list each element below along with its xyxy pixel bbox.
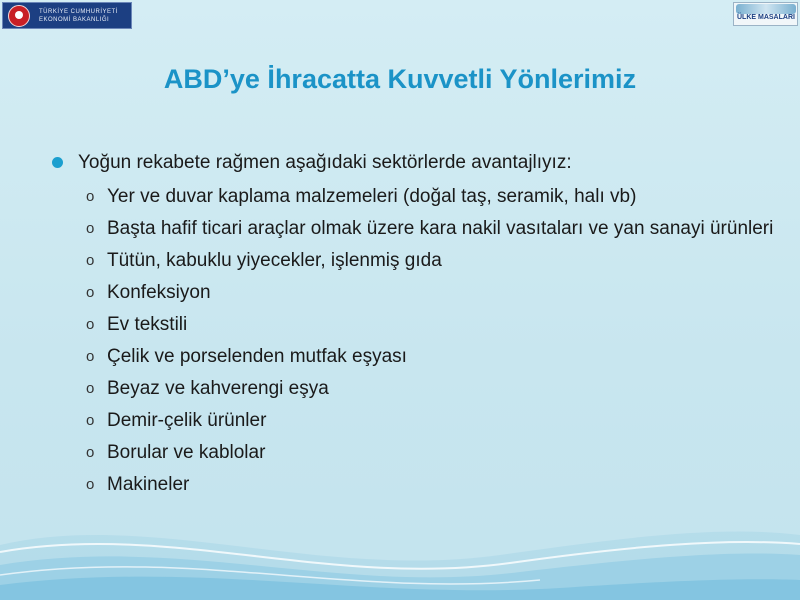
ministry-logo <box>2 2 132 29</box>
decorative-wave <box>0 500 800 600</box>
list-item <box>86 280 786 305</box>
list-item <box>86 440 786 465</box>
sub-bullet-marker: o <box>86 412 95 429</box>
list-item <box>86 408 786 433</box>
list-item-text: Başta hafif ticari araçlar olmak üzere kara nakil vasıtaları ve yan sanayi ürünleri <box>107 218 774 239</box>
list-item <box>86 248 786 273</box>
list-item <box>86 312 786 337</box>
list-item-text: Tütün, kabuklu yiyecekler, işlenmiş gıda <box>107 250 442 271</box>
list-item <box>86 216 786 241</box>
list-item-text: Konfeksiyon <box>107 282 211 303</box>
list-item-text: Ev tekstili <box>107 314 188 335</box>
main-bullet-text: Yoğun rekabete rağmen aşağıdaki sektörlerde avantajlıyız: <box>78 152 572 173</box>
globe-icon <box>736 4 796 14</box>
list-item <box>86 344 786 369</box>
logo-right-text: ÜLKE MASALARI <box>737 14 795 21</box>
seal-icon <box>8 5 30 27</box>
sub-bullet-marker: o <box>86 284 95 301</box>
sub-bullet-marker: o <box>86 476 95 493</box>
sub-bullet-marker: o <box>86 348 95 365</box>
list-item <box>86 184 786 209</box>
bullet-dot-icon <box>52 157 63 168</box>
sub-bullet-marker: o <box>86 252 95 269</box>
list-item-text: Yer ve duvar kaplama malzemeleri (doğal taş, seramik, halı vb) <box>107 186 637 207</box>
list-item-text: Demir-çelik ürünler <box>107 410 267 431</box>
list-item <box>86 376 786 401</box>
logo-line-1: TÜRKİYE CUMHURİYETİ <box>39 9 118 15</box>
sub-bullet-marker: o <box>86 380 95 397</box>
sub-bullet-marker: o <box>86 188 95 205</box>
sub-bullet-marker: o <box>86 220 95 237</box>
list-item-text: Makineler <box>107 474 190 495</box>
list-item-text: Çelik ve porselenden mutfak eşyası <box>107 346 407 367</box>
sub-bullet-marker: o <box>86 444 95 461</box>
ulke-masalari-logo <box>733 2 798 26</box>
list-item-text: Borular ve kablolar <box>107 442 266 463</box>
sub-bullet-list <box>86 184 786 504</box>
logo-line-2: EKONOMİ BAKANLIĞI <box>39 17 110 23</box>
list-item-text: Beyaz ve kahverengi eşya <box>107 378 329 399</box>
sub-bullet-marker: o <box>86 316 95 333</box>
list-item <box>86 472 786 497</box>
slide-title: ABD’ye İhracatta Kuvvetli Yönlerimiz <box>163 64 637 94</box>
